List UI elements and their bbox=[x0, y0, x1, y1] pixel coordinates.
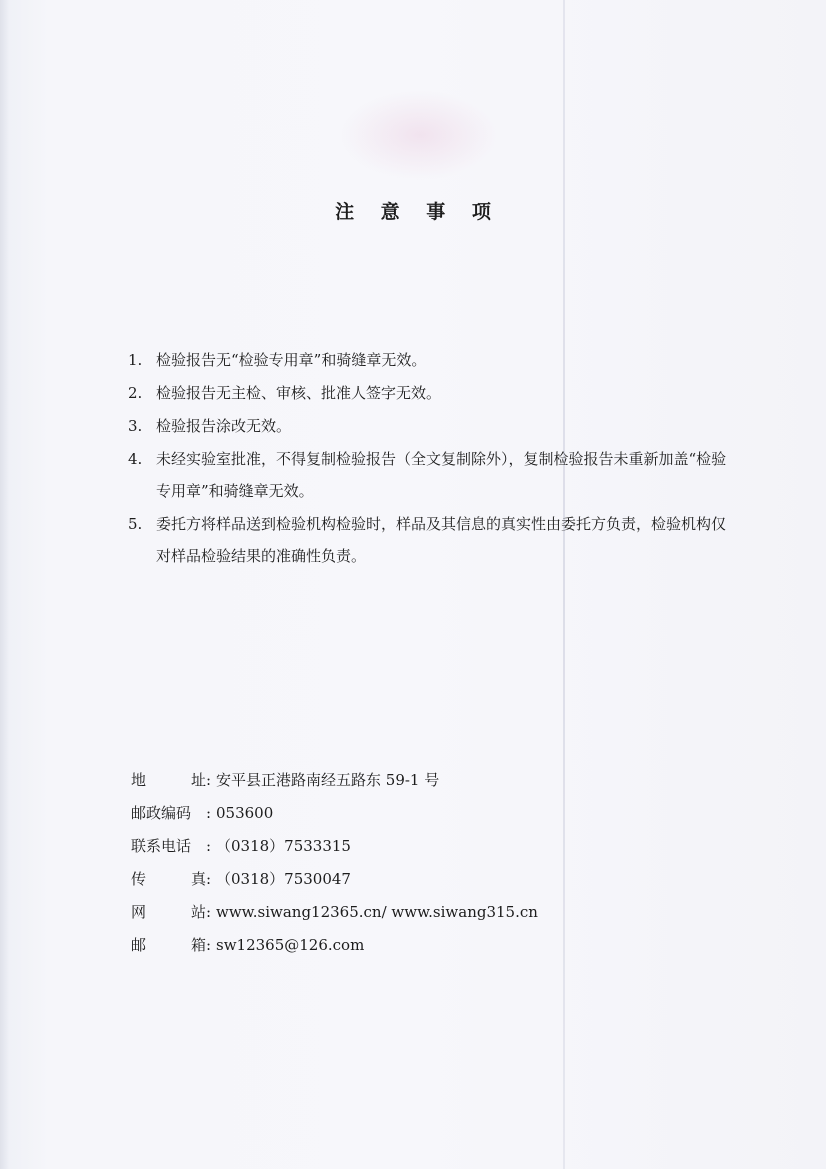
notice-item bbox=[128, 443, 728, 507]
page-title: 注 意 事 项 bbox=[335, 201, 501, 223]
contact-postcode: 邮政编码 : 053600 bbox=[131, 799, 651, 832]
notice-text: 委托方将样品送到检验机构检验时，样品及其信息的真实性由委托方负责，检验机构仅对样品检验结果的准确性负责。 bbox=[156, 515, 727, 565]
phone-value: （0318）7533315 bbox=[216, 837, 351, 855]
notice-item bbox=[128, 508, 728, 572]
notice-item bbox=[128, 344, 728, 376]
notice-text: 检验报告涂改无效。 bbox=[156, 417, 292, 435]
contact-fax: 传 真 : （0318）7530047 bbox=[131, 865, 651, 898]
fold-line bbox=[563, 0, 565, 1169]
contact-label: 邮政编码 bbox=[131, 804, 192, 822]
website-link[interactable]: www.siwang12365.cn/ www.siwang315.cn bbox=[216, 903, 538, 921]
notice-number: 3. bbox=[128, 417, 143, 435]
contact-address: 地 址 : 安平县正港路南经五路东 59-1 号 bbox=[131, 766, 651, 799]
contact-label: 地 址 bbox=[131, 771, 206, 789]
notice-text: 检验报告无“检验专用章”和骑缝章无效。 bbox=[156, 351, 427, 369]
email-link[interactable]: sw12365@126.com bbox=[216, 936, 365, 954]
fax-value: （0318）7530047 bbox=[216, 870, 351, 888]
notice-text: 检验报告无主检、审核、批准人签字无效。 bbox=[156, 384, 442, 402]
notice-item bbox=[128, 410, 728, 442]
contact-label: 网 站 bbox=[131, 903, 206, 921]
contact-email: 邮 箱 : sw12365@126.com bbox=[131, 931, 651, 964]
notice-number: 4. bbox=[128, 450, 143, 468]
notice-number: 2. bbox=[128, 384, 143, 402]
contact-label: 传 真 bbox=[131, 870, 206, 888]
notice-list bbox=[128, 344, 728, 573]
contact-label: 联系电话 bbox=[131, 837, 192, 855]
notice-number: 1. bbox=[128, 351, 143, 369]
postcode-value: 053600 bbox=[216, 804, 274, 822]
contact-label: 邮 箱 bbox=[131, 936, 206, 954]
contact-phone: 联系电话 : （0318）7533315 bbox=[131, 832, 651, 865]
paper-edge-shadow bbox=[0, 0, 9, 1169]
contact-website: 网 站 : www.siwang12365.cn/ www.siwang315.cn bbox=[131, 898, 651, 931]
notice-item bbox=[128, 377, 728, 409]
bleed-through-stamp bbox=[340, 90, 500, 180]
contact-block bbox=[131, 766, 651, 964]
address-value: 安平县正港路南经五路东 59-1 号 bbox=[216, 771, 440, 789]
notice-number: 5. bbox=[128, 515, 143, 533]
notice-text: 未经实验室批准，不得复制检验报告（全文复制除外），复制检验报告未重新加盖“检验专用章”和骑缝章无效。 bbox=[156, 450, 727, 500]
